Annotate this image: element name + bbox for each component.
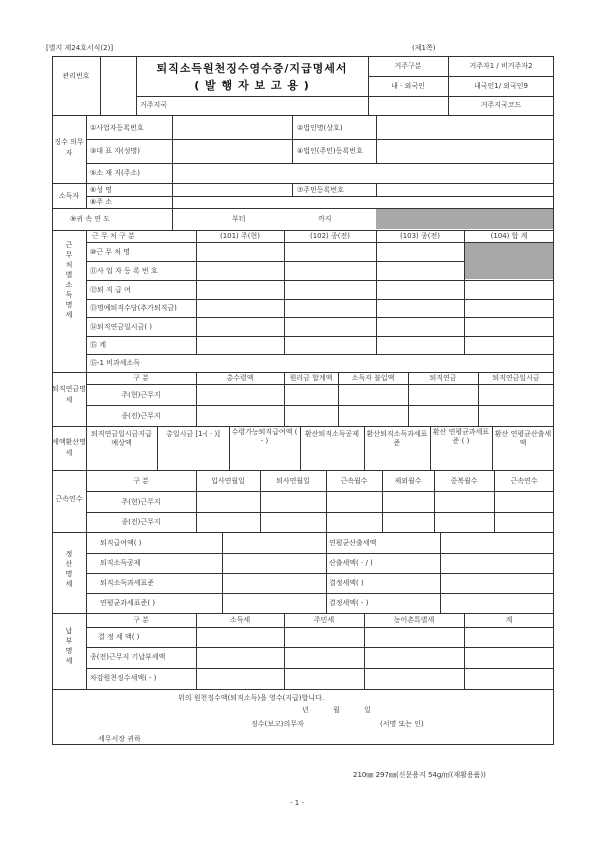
pension-section: 퇴직연금명세: [52, 385, 86, 404]
earner-rrn-label: ⑦주민등록번호: [297, 186, 344, 194]
bw-row-2: ⑫퇴 직 급 여: [90, 286, 131, 294]
signature-label: (서명 또는 인): [380, 720, 424, 728]
calc-right-1: 산출세액( · / ): [329, 559, 373, 567]
residence-label: 거주구분: [394, 62, 422, 70]
bw-row-4: ⑭퇴직연금일시금( ): [90, 323, 153, 331]
bw-row-3: ⑬명예퇴직수당(추가퇴직금): [90, 304, 177, 312]
svc-header-2: 퇴사연월일: [276, 477, 310, 485]
pension-header-4: 퇴직연금: [429, 374, 457, 382]
earner-name-label: ⑥성 명: [90, 186, 113, 194]
year-from: 부터: [232, 215, 246, 223]
pension-header-2: 원리금 합계액: [289, 374, 333, 382]
pension-header-1: 총수령액: [226, 374, 254, 382]
biz-no-label: ①사업자등록번호: [90, 124, 144, 132]
pay-header-3: 농어촌특별세: [393, 616, 435, 624]
svc-header-0: 구 분: [133, 477, 149, 485]
conv-header-2: 수령가능퇴직급여액 ( - ): [231, 428, 298, 445]
pension-header-3: 소득자 불입액: [351, 374, 395, 382]
pay-header-2: 주민세: [313, 616, 335, 624]
representative-label: ③대 표 자(성명): [90, 147, 140, 155]
bw-header-0: 근 무 처 구 분: [92, 232, 135, 240]
page-number: - 1 -: [290, 799, 304, 807]
date-labels: 년 월 일: [302, 706, 371, 714]
country-label: 거주지국: [140, 101, 168, 109]
mgmt-no-label: 관리번호: [62, 72, 90, 80]
conv-header-0: 퇴직연금일시금지급예상액: [91, 430, 152, 447]
calc-section: 정산명세: [65, 550, 73, 588]
bw-header-2: (102) 종(전): [309, 232, 351, 240]
pay-header-1: 소득세: [229, 616, 251, 624]
year-to: 까지: [318, 215, 332, 223]
year-label: ⑨귀 속 연 도: [70, 215, 110, 223]
conv-header-5: 환산 연평균과세표준 ( ): [432, 428, 490, 445]
page-label: (제1쪽): [412, 44, 436, 52]
bw-header-3: (103) 종(전): [399, 232, 441, 240]
bw-row-0: ⑩근 무 처 명: [90, 248, 130, 256]
svc-header-1: 입사연월일: [211, 477, 245, 485]
service-section: 근속연수: [55, 495, 83, 503]
svc-row-1: 종(전)근무지: [121, 518, 161, 526]
calc-left-0: 퇴직급여액( ): [100, 539, 142, 547]
paper-spec: 210㎜ 297㎜(신문용지 54g/㎡(재활용품)): [353, 771, 486, 779]
svc-row-0: 주(현)근무지: [121, 498, 161, 506]
bw-nontax: ⑮-1 비과세소득: [90, 359, 141, 367]
pension-header-5: 퇴직연금일시금: [492, 374, 540, 382]
calc-right-2: 결정세액( ): [329, 579, 364, 587]
withholder-section: 징수 의무자: [54, 138, 84, 157]
conv-header-6: 환산 연평균산출세액: [494, 430, 552, 447]
pay-row-2: 차감원천징수세액( - ): [90, 674, 157, 682]
pension-row-1: 종(전)근무지: [121, 412, 161, 420]
form-subtitle: ( 발 행 자 보 고 용 ): [194, 79, 310, 92]
calc-left-1: 퇴직소득공제: [100, 559, 141, 567]
calc-left-2: 퇴직소득과세표준: [100, 579, 155, 587]
calc-left-3: 연평균과세표준( ): [100, 599, 156, 607]
svc-header-4: 제외월수: [394, 477, 422, 485]
bw-row-5: ⑮ 계: [90, 341, 106, 349]
withholder-address-label: ⑤소 재 지(주소): [90, 169, 140, 177]
conv-header-3: 환산퇴직소득공제: [304, 430, 360, 438]
withholder-line: 징수(보고)의무자: [251, 720, 304, 728]
nationality-label: 내 · 외국인: [391, 82, 425, 90]
calc-right-3: 결정세액( - ): [329, 599, 369, 607]
payment-section: 납부명세: [65, 627, 73, 665]
conversion-section: 세액환산명세: [52, 438, 86, 457]
conv-header-1: 총일시금 [1-( · )]: [166, 430, 220, 438]
country-code-label: 거주지국코드: [480, 101, 522, 109]
pay-row-0: 결 정 세 액( ): [98, 633, 140, 641]
conv-header-4: 환산퇴직소득과세표준: [366, 430, 428, 447]
tax-office-label: 세무서장 귀하: [98, 735, 141, 743]
receipt-statement: 위의 원천징수액(퇴직소득)을 영수(지급)합니다.: [178, 694, 325, 702]
calc-right-0: 연평균산출세액: [329, 539, 377, 547]
pay-row-1: 종(전)근무지 기납부세액: [90, 653, 166, 661]
by-workplace-section: 근무처별소득명세: [65, 241, 73, 319]
earner-address-label: ⑧주 소: [90, 198, 113, 206]
bw-header-4: (104) 합 계: [490, 232, 528, 240]
pension-row-0: 주(현)근무지: [121, 391, 161, 399]
bw-header-1: (101) 주(현): [219, 232, 261, 240]
svc-header-5: 중복월수: [450, 477, 478, 485]
svc-header-3: 근속월수: [340, 477, 368, 485]
corp-reg-no-label: ④법인(주민)등록번호: [297, 147, 363, 155]
svc-header-6: 근속연수: [510, 477, 538, 485]
pay-header-4: 계: [505, 616, 513, 624]
corp-name-label: ②법인명(상호): [297, 124, 343, 132]
form-title: 퇴직소득원천징수영수증/지급명세서: [156, 62, 348, 75]
pay-header-0: 구 분: [133, 616, 149, 624]
nationality-value: 내국인1/ 외국인9: [473, 82, 529, 90]
pension-header-0: 구 분: [133, 374, 149, 382]
residence-value: 거주자1 / 비거주자2: [469, 62, 533, 70]
earner-section: 소득자: [58, 192, 80, 200]
form-code: [별지 제24호서식(2)]: [46, 44, 114, 52]
bw-row-1: ⑪사 업 자 등 록 번 호: [90, 267, 158, 275]
